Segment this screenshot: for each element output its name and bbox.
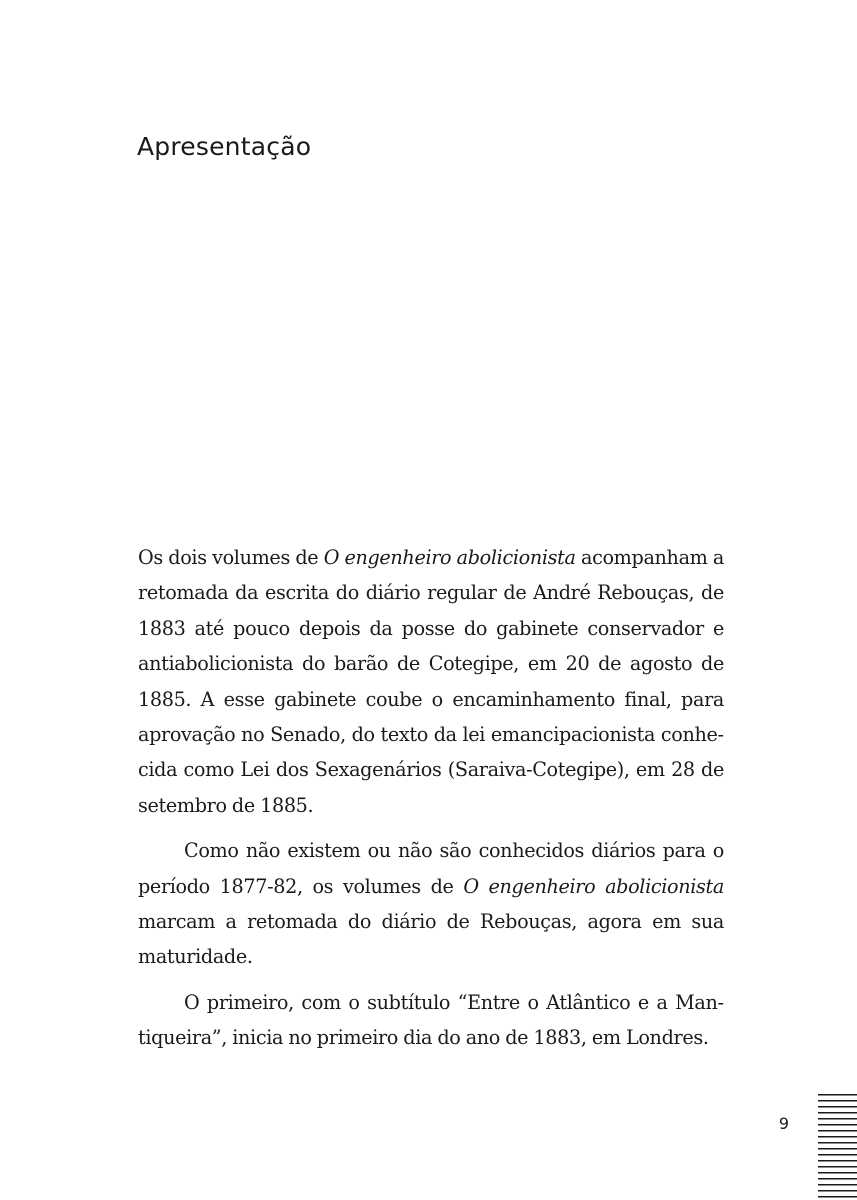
page-number: 9 [778, 1114, 790, 1133]
page-edge-marks [818, 1094, 857, 1198]
text-run: marcam a retomada do diário de Rebouças, agora em sua maturidade. [138, 910, 724, 969]
text-run: O primeiro, com o subtítulo “Entre o Atlântico e a Mantiqueira”, inicia no primeiro dia do ano de 1883, em Londres. [138, 990, 724, 1050]
text-run: Como não existem ou não são conhecidos diários para o período 1877-82, os volumes de [138, 839, 724, 898]
chapter-title: Apresentação [137, 132, 312, 161]
text-run: Os dois volumes de [138, 546, 324, 569]
book-title-italic: O engenheiro abolicionista [323, 546, 576, 569]
text-run: acompanham a retomada da escrita do diário regular de André Rebouças, de 1883 até pouco depois da posse do gabinete conservador e antiabolicionista do barão de Cotegipe, em 20 de agosto de 1885. A esse gabinete coube o encaminhamento final, para aprovação no Senado, do texto da lei emancipacionista conhecida como Lei dos Sexagenários (Saraiva-Cotegipe), em 28 de setembro de 1885. [138, 546, 724, 817]
paragraph-2 [138, 833, 724, 975]
paragraph-1 [138, 540, 724, 823]
body-text [138, 540, 724, 1066]
paragraph-3 [138, 985, 724, 1056]
book-title-italic: O engenheiro abolicionista [463, 874, 724, 898]
